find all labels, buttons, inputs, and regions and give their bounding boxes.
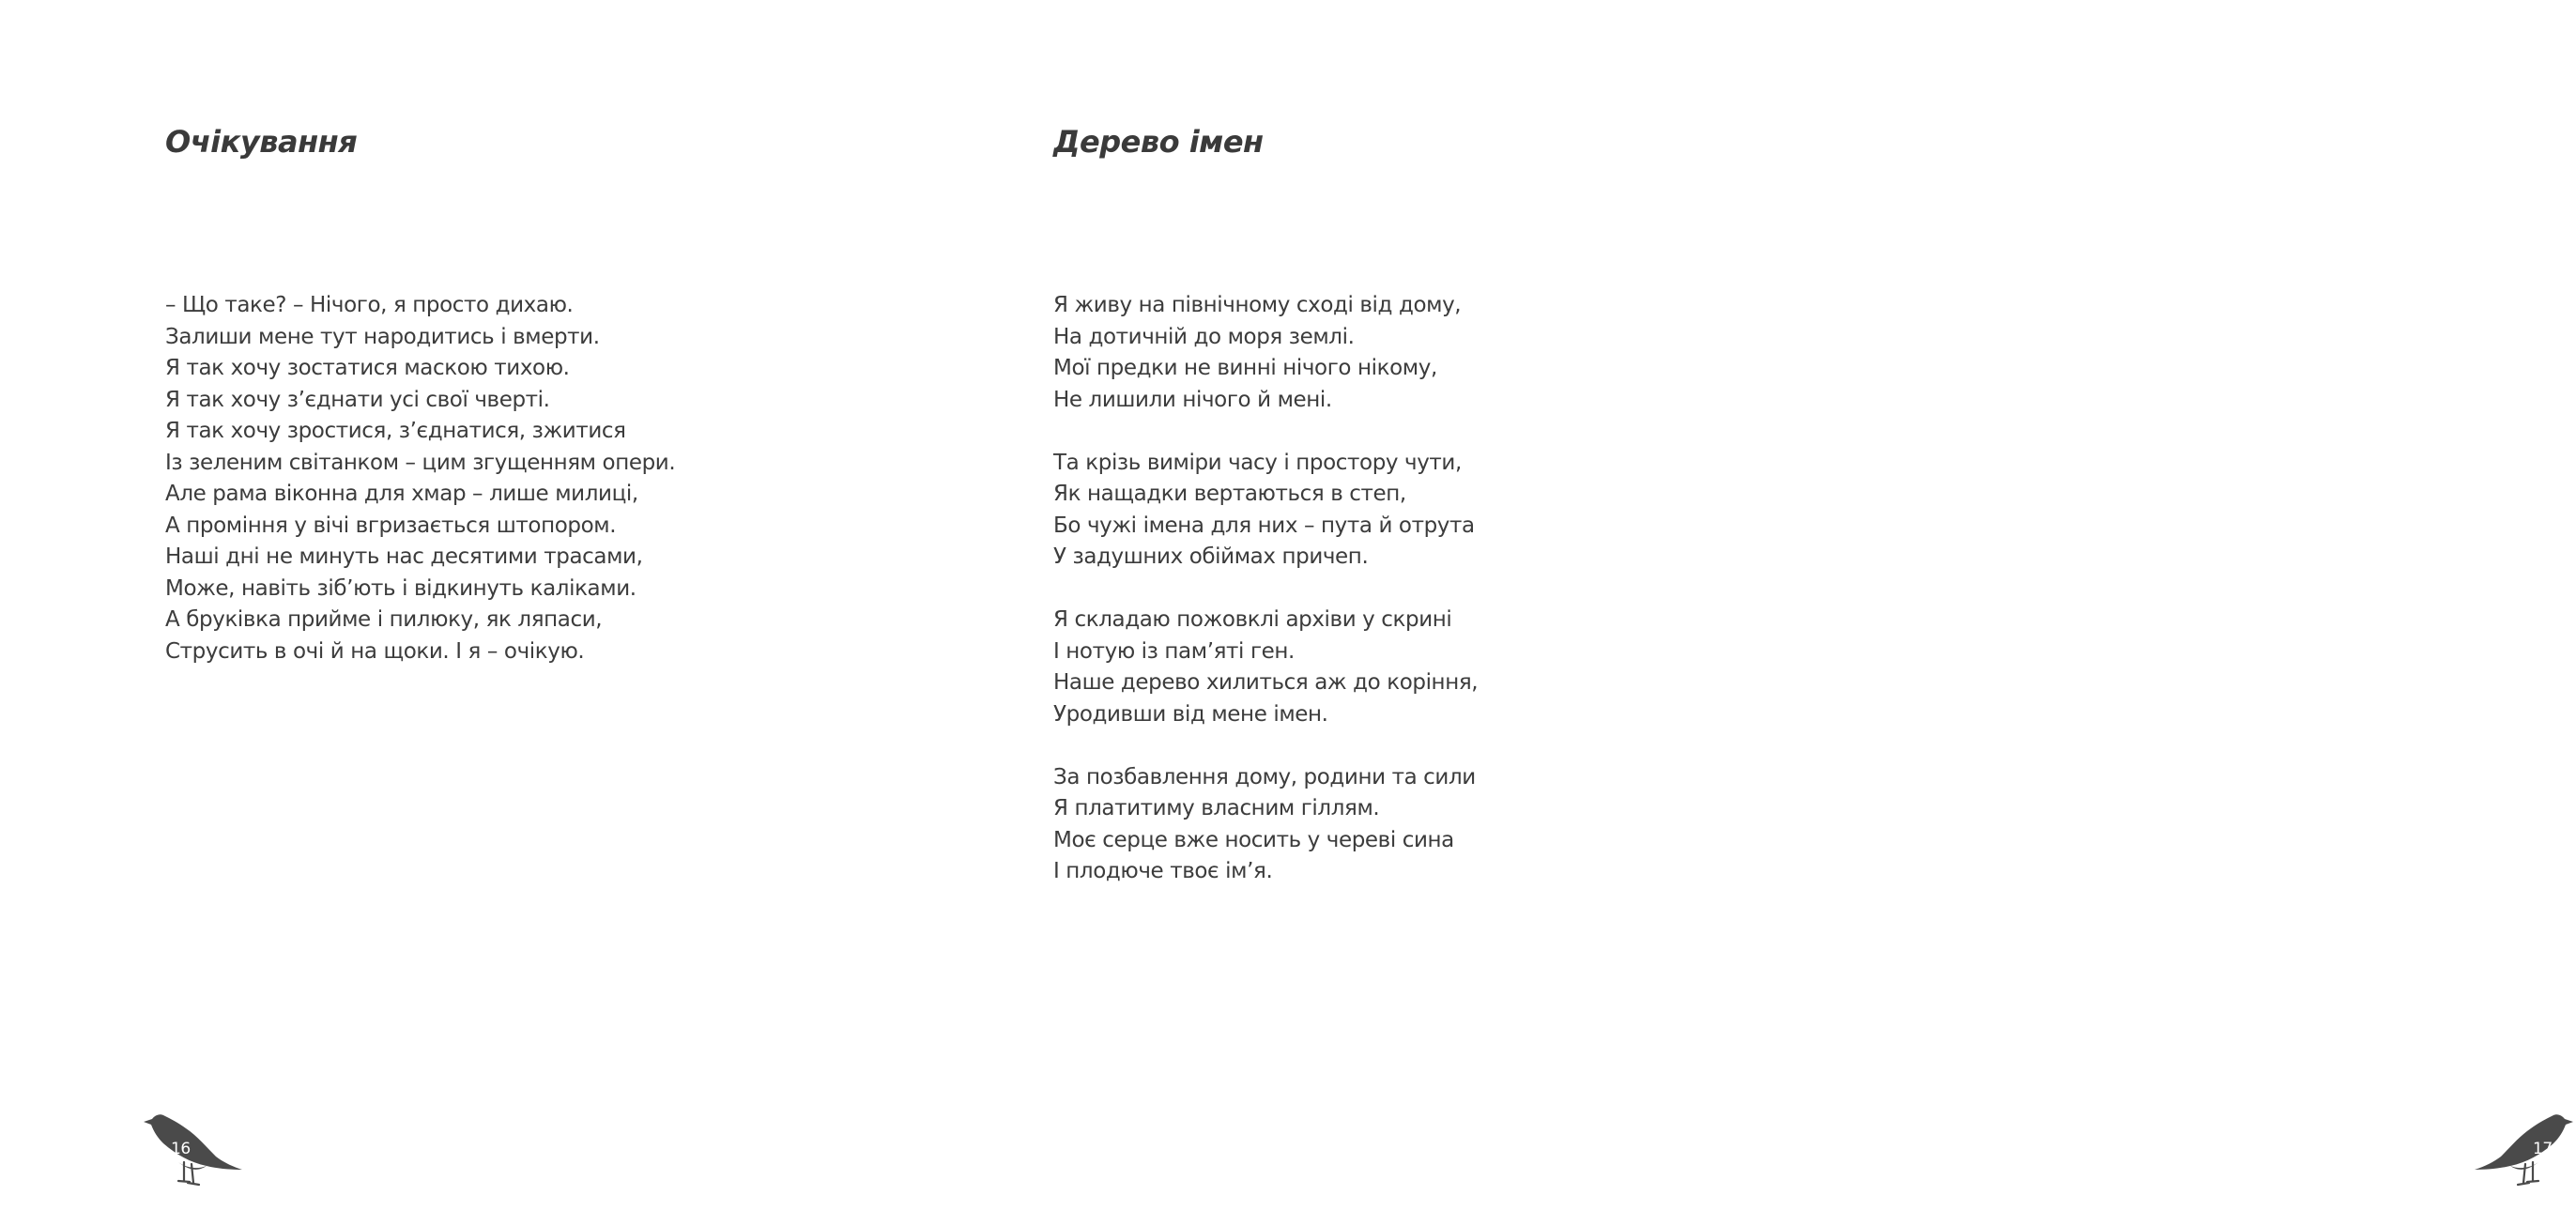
poem-title: Очікування [165,124,358,160]
page-folio [2473,1108,2576,1192]
poem-line: Уродивши від мене імен. [1053,701,1328,727]
poem-line: Бо чужі імена для них – пута й отрута [1053,513,1475,538]
poem-line: Моє серце вже носить у череві сина [1053,827,1454,852]
right-page [901,0,2553,1226]
poem-line: У задушних обіймах причеп. [1053,544,1369,569]
stanza [165,290,675,667]
poem-line: Із зеленим світанком – цим згущенням опери. [165,450,676,475]
stanza [1053,290,1478,416]
page-number: 16 [171,1140,191,1158]
poem-line: За позбавлення дому, родини та сили [1053,764,1476,789]
poem-line: Залиши мене тут народитись і вмерти. [165,324,600,349]
stanza [1053,762,1478,888]
poem-line: Та крізь виміри часу і простору чути, [1053,450,1462,475]
poem-line: Я так хочу зростися, з’єднатися, зжитися [165,419,626,443]
poem-line: Наше дерево хилиться аж до коріння, [1053,670,1479,695]
poem-line: Я так хочу зостатися маскою тихою. [165,356,570,380]
poem-line: Як нащадки вертаються в степ, [1053,482,1406,506]
poem-line: А проміння у вічі вгризається штопором. [165,513,617,538]
poem-line: Я платитиму власним гіллям. [1053,796,1380,820]
left-page [0,0,901,1226]
page-number: 17 [2533,1140,2553,1158]
poem-line: Струсить в очі й на щоки. І я – очікую. [165,638,585,664]
poem-line: Мої предки не винні нічого нікому, [1053,356,1437,380]
poem-title: Дерево імен [1053,124,1264,160]
bird-icon [141,1108,244,1192]
poem-line: І плодюче твоє ім’я. [1053,859,1273,883]
page-folio [141,1108,244,1192]
poem-line: Я так хочу з’єднати усі свої чверті. [165,387,550,412]
poem-line: На дотичній до моря землі. [1053,324,1355,349]
stanza [1053,448,1478,574]
poem-line: Може, навіть зіб’ють і відкинуть каліками. [165,575,636,601]
poem-line: А бруківка прийме і пилюку, як ляпаси, [165,607,603,632]
poem-line: – Що таке? – Нічого, я просто дихаю. [165,293,574,317]
poem-line: Я живу на північному сході від дому, [1053,293,1462,317]
poem-line: Але рама віконна для хмар – лише милиці, [165,482,638,506]
poem-line: І нотую із пам’яті ген. [1053,638,1295,664]
poem-body [165,290,675,667]
poem-line: Не лишили нічого й мені. [1053,387,1332,412]
bird-icon [2473,1108,2576,1192]
poem-line: Наші дні не минуть нас десятими трасами, [165,544,643,569]
poem-line: Я складаю пожовклі архіви у скрині [1053,607,1452,632]
poem-body [1053,290,1478,888]
stanza [1053,605,1478,730]
